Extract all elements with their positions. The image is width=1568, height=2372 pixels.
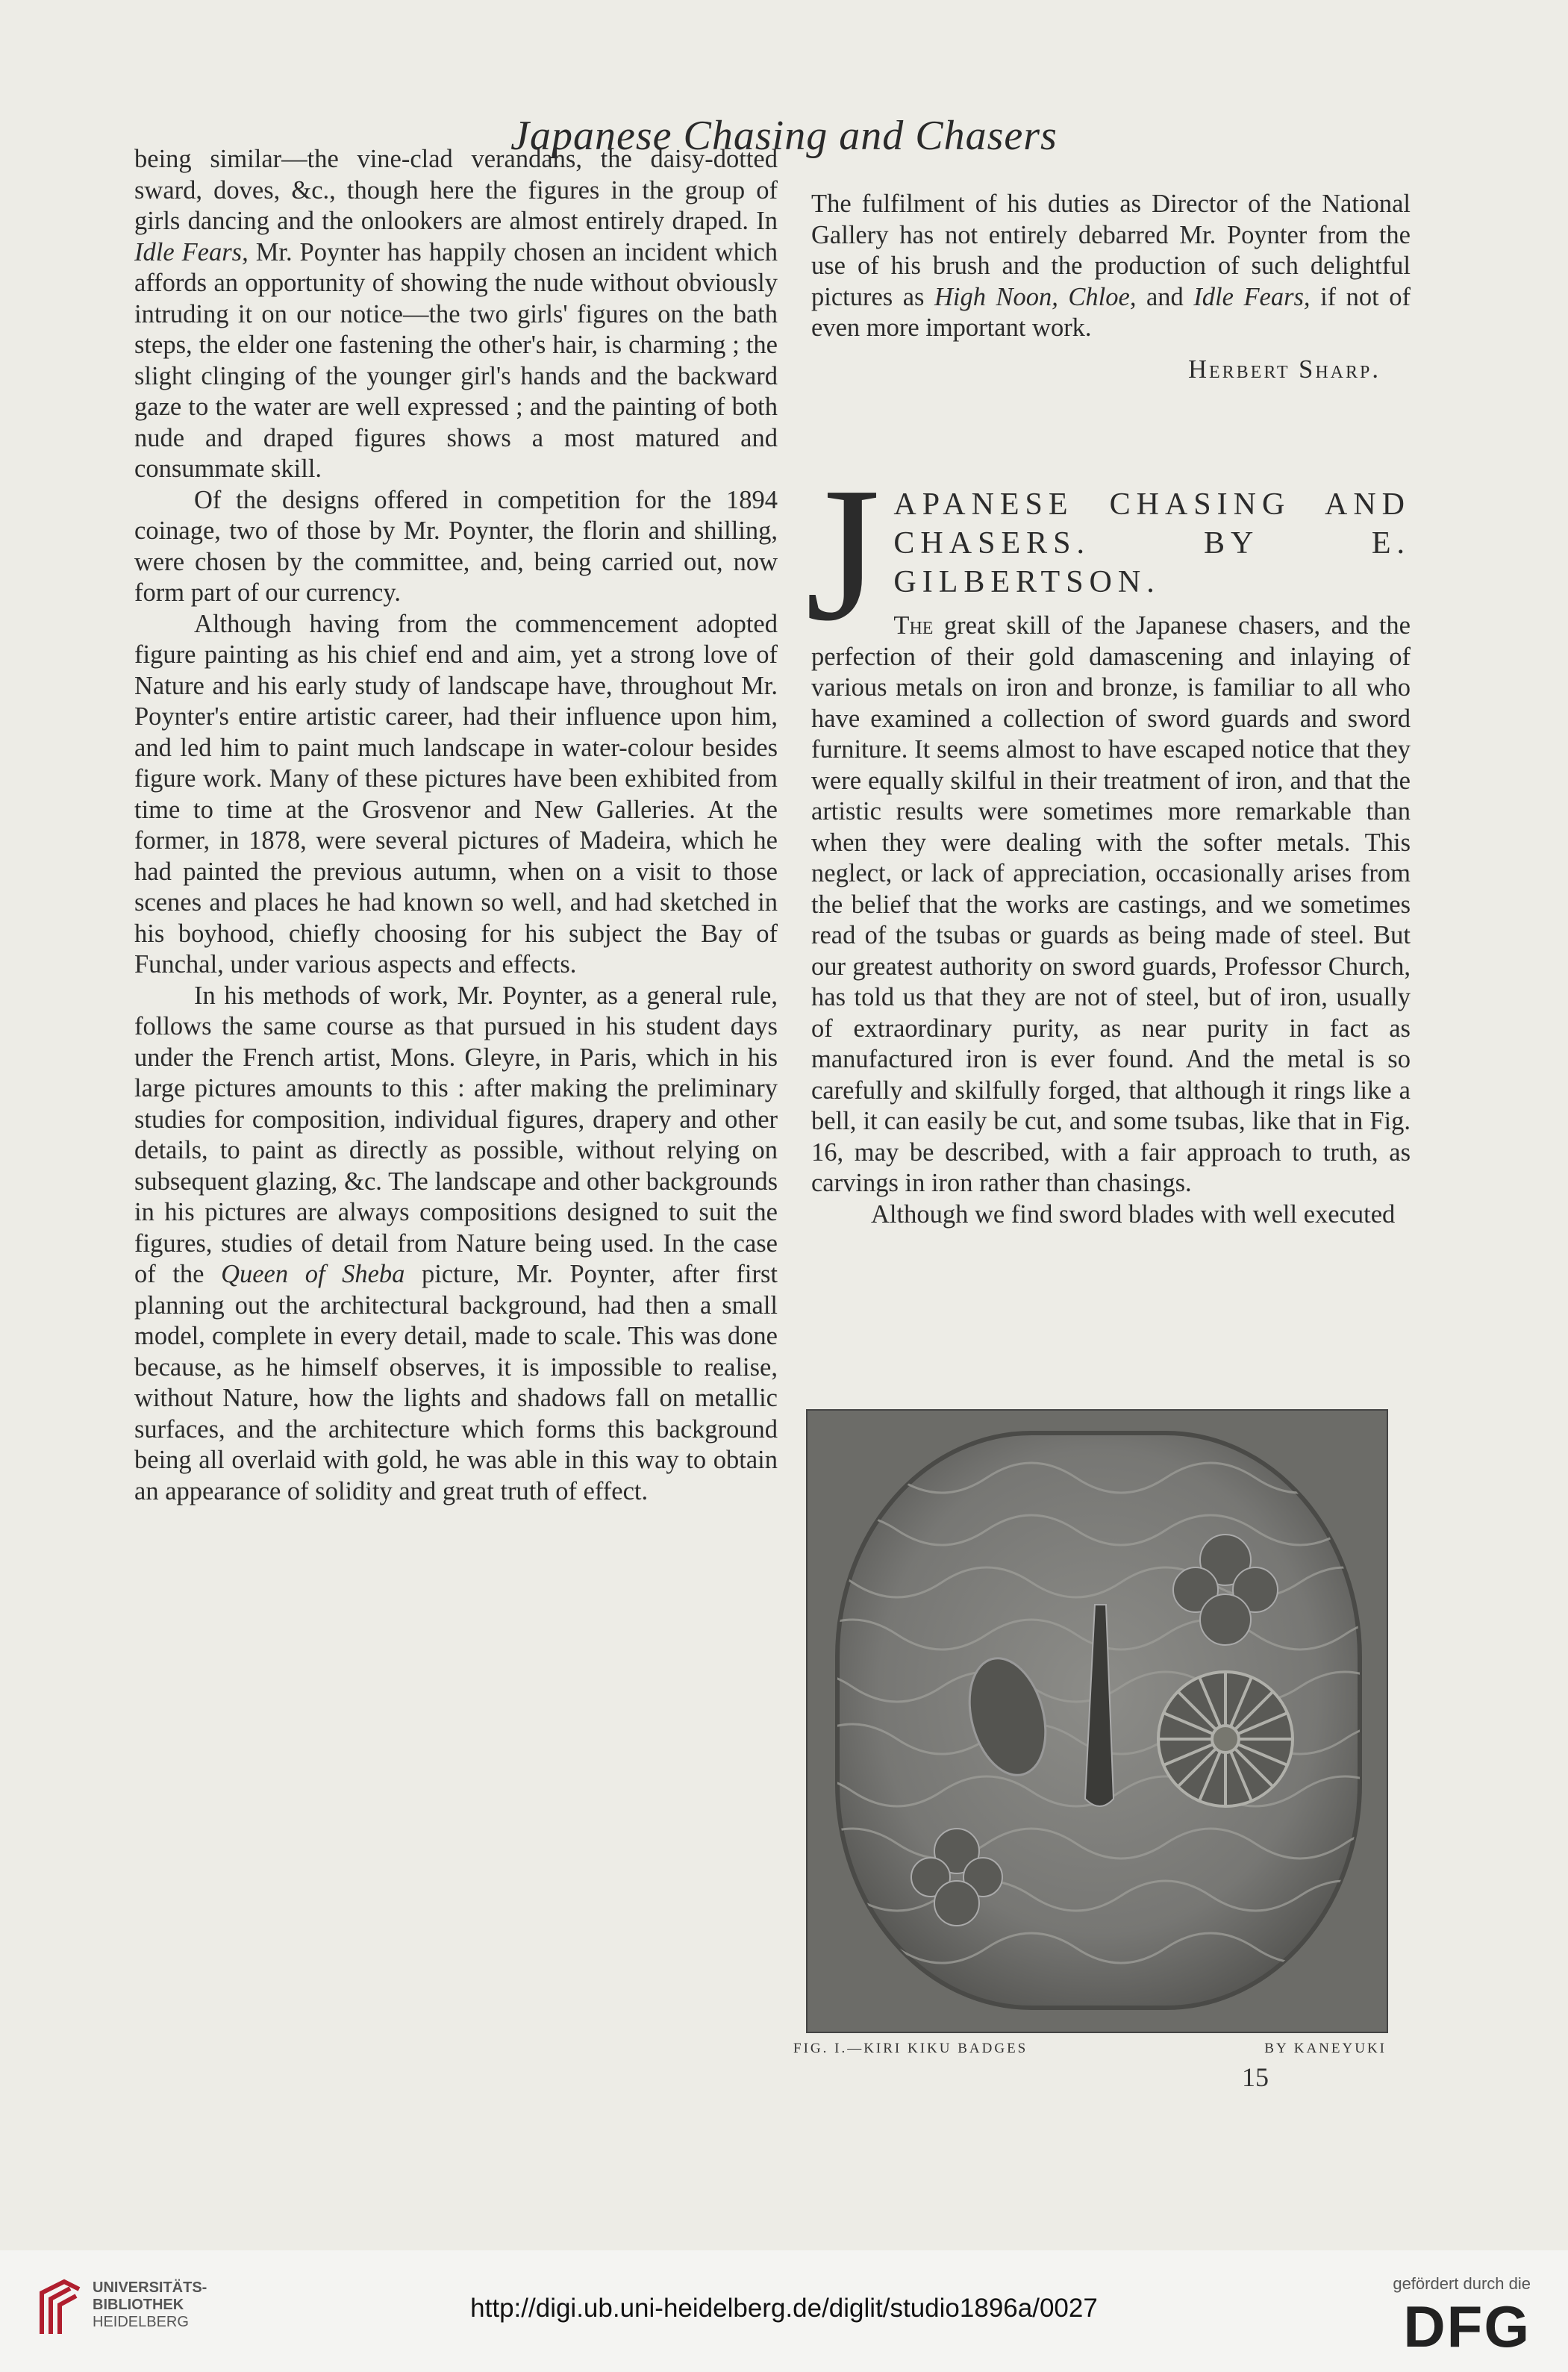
painting-title: Idle Fears, — [134, 237, 249, 266]
paragraph: Although having from the commencement adopted figure painting as his chief end and aim, yet a strong love of Nature and his early study of landscape have, throughout Mr. Poynter's entire artistic career, had their influence upon him, and led him to paint much landscape in water-colour besides figure work. Many of these pictures have been exhibited from time to time at the Grosvenor and New Galleries. At the former, in 1878, were several pictures of Madeira, which he had painted the previous autumn, when on a visit to those scenes and places he had known so well, and had sketched in his boyhood, chiefly choosing for his subject the Bay of Funchal, under various aspects and effects. — [134, 609, 778, 979]
drop-cap: J — [805, 447, 881, 661]
running-header: Japanese Chasing and Chasers — [510, 113, 1058, 159]
painting-title: Queen of Sheba — [221, 1260, 405, 1288]
tsuba-image — [808, 1411, 1387, 2032]
author-signature: Herbert Sharp. — [1188, 355, 1381, 384]
paragraph: The fulfilment of his duties as Director of the National Gallery has not entirely debarred Mr. Poynter from the use of his brush and the production of such delightful pictures as High Noon, Chloe, and Idle Fears, if not of even more important work. — [811, 190, 1411, 342]
caption-credit: BY KANEYUKI — [1264, 2041, 1387, 2056]
painting-title: High Noon, — [934, 282, 1058, 311]
painting-title: Idle Fears, — [1193, 282, 1311, 311]
paragraph: The great skill of the Japanese chasers, and the perfection of their gold damascening and inlaying of various metals on iron and bronze, is familiar to all who have examined a collection of sword guards and sword furniture. It seems almost to have escaped notice that they were equally skilful in their treatment of iron, and that the artistic results were sometimes more remarkable than when they were dealing with the softer metals. This neglect, or lack of appreciation, occasionally arises from the belief that the works are castings, and we sometimes read of the tsubas or guards as being made of steel. But our greatest authority on sword guards, Professor Church, has told us that they are not of steel, but of iron, usually of extraordinary purity, as near purity in fact as manufactured iron is ever found. And the metal is so carefully and skilfully forged, that although it rings like a bell, it can easily be cut, and some tsubas, like that in Fig. 16, may be described, with a fair approach to truth, as carvings in iron rather than chasings. — [811, 611, 1411, 1197]
article-title: APANESE CHASING AND CHASERS. BY E. GILBERTSON. — [893, 487, 1411, 599]
source-url-link[interactable]: http://digi.ub.uni-heidelberg.de/diglit/studio1896a/0027 — [470, 2294, 1098, 2323]
page-number: 15 — [1242, 2062, 1269, 2092]
right-column-top — [811, 189, 1411, 385]
dfg-logo: DFG — [1403, 2294, 1531, 2359]
caption-title: FIG. I.—KIRI KIKU BADGES — [793, 2041, 1028, 2056]
left-column — [134, 144, 778, 1507]
digitization-footer — [0, 2250, 1568, 2372]
paragraph: In his methods of work, Mr. Poynter, as a general rule, follows the same course as that pursued in his student days under the French artist, Mons. Gleyre, in Paris, which in his large pictures amounts to this : after making the preliminary studies for composition, individual figures, drapery and other details, to paint as directly as possible, without relying on subsequent glazing, &c. The landscape and other backgrounds in his pictures are always compositions designed to suit the figures, studies of detail from Nature being used. In the case of the Queen of Sheba picture, Mr. Poynter, after first planning out the architectural background, had then a small model, complete in every detail, made to scale. This was done because, as he himself observes, it is impossible to realise, without Nature, how the lights and shadows fall on metallic surfaces, and the architecture which forms this background being all overlaid with gold, he was able in this way to obtain an appearance of solidity and great truth of effect. — [134, 981, 778, 1505]
funding-note: gefördert durch die — [1393, 2274, 1531, 2293]
paragraph: being similar—the vine-clad verandahs, the daisy-dotted sward, doves, &c., though here the figures in the group of girls dancing and the onlookers are almost entirely draped. In Idle Fears, Mr. Poynter has happily chosen an incident which affords an opportunity of showing the nude without obviously intruding it on our notice—the two girls' figures on the bath steps, the elder one fastening the other's hair, is charming ; the slight clinging of the younger girl's hands and the backward gaze to the water are well expressed ; and the painting of both nude and draped figures shows a most matured and consummate skill. — [134, 145, 778, 483]
paragraph: Although we find sword blades with well executed — [871, 1199, 1396, 1229]
library-name: UNIVERSITÄTS- BIBLIOTHEK HEIDELBERG — [93, 2279, 207, 2330]
paragraph: Of the designs offered in competition for the 1894 coinage, two of those by Mr. Poynter, the florin and shilling, were chosen by the committee, and, being carried out, now form part of our currency. — [134, 485, 778, 607]
painting-title: Chloe, — [1068, 282, 1137, 311]
tsuba-photograph — [806, 1409, 1388, 2033]
article — [805, 447, 1411, 1230]
